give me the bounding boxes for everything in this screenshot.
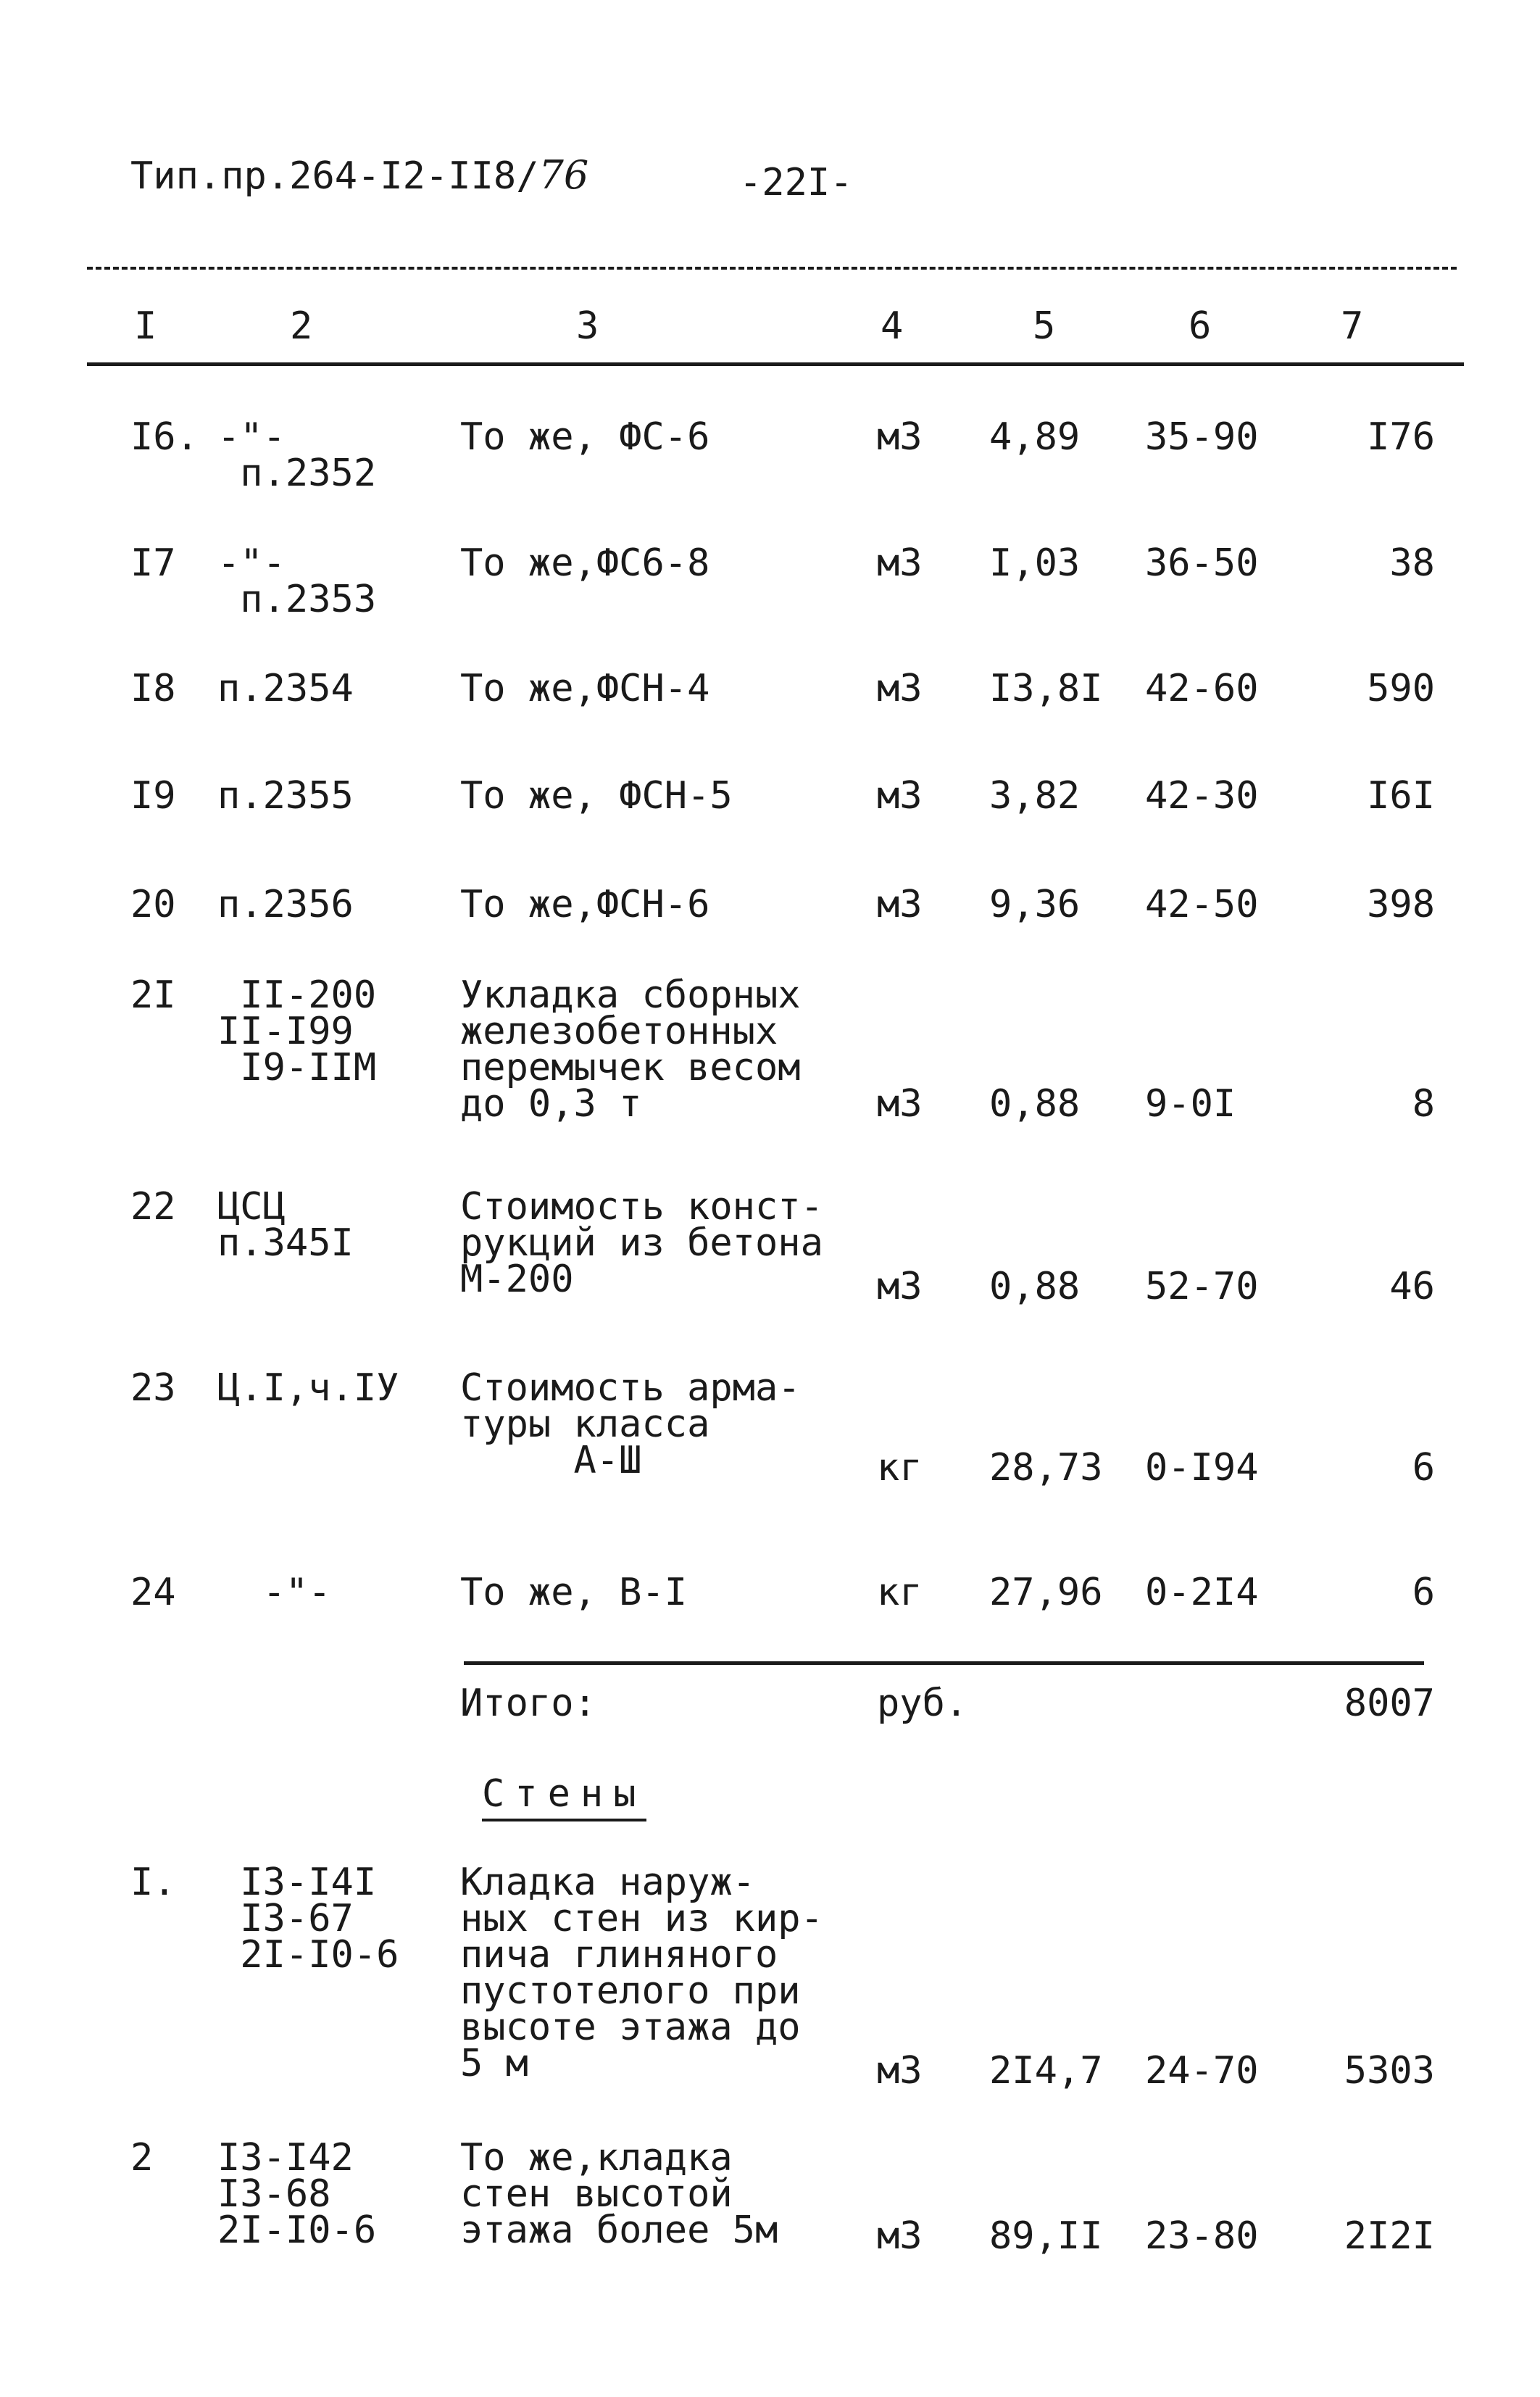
row-number: I. bbox=[130, 1861, 176, 1904]
row-unit: м3 bbox=[877, 1082, 923, 1126]
project-reference bbox=[130, 152, 588, 198]
row-total: 8 bbox=[1412, 1082, 1435, 1126]
row-unit-price: 36-50 bbox=[1145, 541, 1259, 585]
row-unit-price: 23-80 bbox=[1145, 2214, 1259, 2258]
row-quantity: 9,36 bbox=[989, 883, 1081, 926]
row-number: 20 bbox=[130, 883, 176, 926]
row-reference: -"- п.2353 bbox=[217, 541, 377, 621]
row-reference: -"- bbox=[217, 1571, 331, 1614]
row-quantity: 3,82 bbox=[989, 774, 1081, 818]
row-unit-price: 42-50 bbox=[1145, 883, 1259, 926]
row-quantity: 27,96 bbox=[989, 1571, 1103, 1614]
row-unit: кг bbox=[877, 1446, 923, 1490]
project-reference-text: Тип.пр.264-I2-II8/ bbox=[130, 154, 539, 198]
row-number: I6. bbox=[130, 415, 199, 459]
row-quantity: 89,II bbox=[989, 2214, 1103, 2258]
row-unit: м3 bbox=[877, 774, 923, 818]
column-number: I bbox=[134, 304, 157, 348]
row-description: То же,ФСН-6 bbox=[460, 883, 710, 926]
column-number: 2 bbox=[290, 304, 313, 348]
row-reference: п.2356 bbox=[217, 883, 354, 926]
row-unit-price: 0-I94 bbox=[1145, 1446, 1259, 1490]
row-description: То же,ФС6-8 bbox=[460, 541, 710, 585]
total-value: 8007 bbox=[1344, 1682, 1435, 1725]
row-number: 24 bbox=[130, 1571, 176, 1614]
column-number: 6 bbox=[1189, 304, 1212, 348]
row-unit-price: 24-70 bbox=[1145, 2049, 1259, 2093]
row-total: 398 bbox=[1367, 883, 1435, 926]
row-unit: м3 bbox=[877, 415, 923, 459]
row-unit-price: 42-60 bbox=[1145, 667, 1259, 710]
row-unit: кг bbox=[877, 1571, 923, 1614]
row-number: 2I bbox=[130, 973, 176, 1017]
row-description: То же,кладка стен высотой этажа более 5м bbox=[460, 2136, 778, 2252]
row-number: 23 bbox=[130, 1366, 176, 1410]
row-total: 2I2I bbox=[1344, 2214, 1435, 2258]
row-unit: м3 bbox=[877, 667, 923, 710]
column-number: 7 bbox=[1341, 304, 1364, 348]
row-quantity: 4,89 bbox=[989, 415, 1081, 459]
total-unit: руб. bbox=[877, 1682, 968, 1725]
total-rule bbox=[464, 1661, 1424, 1665]
row-reference: I3-I42 I3-68 2I-I0-6 bbox=[217, 2136, 377, 2252]
row-reference: п.2354 bbox=[217, 667, 354, 710]
header-top-rule bbox=[87, 267, 1457, 270]
row-description: То же,ФСН-4 bbox=[460, 667, 710, 710]
row-quantity: 2I4,7 bbox=[989, 2049, 1103, 2093]
row-number: I7 bbox=[130, 541, 176, 585]
row-quantity: 0,88 bbox=[989, 1082, 1081, 1126]
row-total: 590 bbox=[1367, 667, 1435, 710]
row-unit: м3 bbox=[877, 2049, 923, 2093]
row-number: I8 bbox=[130, 667, 176, 710]
row-reference: ЦСЦ п.345I bbox=[217, 1185, 354, 1265]
row-reference: Ц.I,ч.IУ bbox=[217, 1366, 399, 1410]
column-number: 4 bbox=[881, 304, 904, 348]
row-unit-price: 0-2I4 bbox=[1145, 1571, 1259, 1614]
row-unit-price: 35-90 bbox=[1145, 415, 1259, 459]
row-number: 2 bbox=[130, 2136, 154, 2180]
row-unit: м3 bbox=[877, 541, 923, 585]
row-unit: м3 bbox=[877, 2214, 923, 2258]
row-reference: -"- п.2352 bbox=[217, 415, 377, 495]
column-number: 5 bbox=[1033, 304, 1056, 348]
row-description: То же, ФСН-5 bbox=[460, 774, 733, 818]
row-description: То же, ФС-6 bbox=[460, 415, 710, 459]
row-description: Стоимость арма- туры класса А-Ш bbox=[460, 1366, 801, 1482]
row-description: То же, В-I bbox=[460, 1571, 688, 1614]
row-quantity: I,03 bbox=[989, 541, 1081, 585]
row-reference: II-200 II-I99 I9-IIM bbox=[217, 973, 377, 1089]
row-quantity: I3,8I bbox=[989, 667, 1103, 710]
row-description: Кладка наруж- ных стен из кир- пича глиняного пустотелого при высоте этажа до 5 м bbox=[460, 1861, 823, 2085]
handwritten-year: 76 bbox=[538, 152, 589, 198]
row-reference: п.2355 bbox=[217, 774, 354, 818]
row-description: Укладка сборных железобетонных перемычек весом до 0,3 т bbox=[460, 973, 801, 1126]
row-quantity: 28,73 bbox=[989, 1446, 1103, 1490]
row-unit-price: 9-0I bbox=[1145, 1082, 1236, 1126]
row-total: 5303 bbox=[1344, 2049, 1435, 2093]
row-unit: м3 bbox=[877, 883, 923, 926]
row-total: 6 bbox=[1412, 1446, 1435, 1490]
row-total: 38 bbox=[1389, 541, 1435, 585]
row-unit-price: 52-70 bbox=[1145, 1265, 1259, 1308]
row-unit: м3 bbox=[877, 1265, 923, 1308]
column-number: 3 bbox=[576, 304, 599, 348]
row-unit-price: 42-30 bbox=[1145, 774, 1259, 818]
row-total: 6 bbox=[1412, 1571, 1435, 1614]
section-title: Стены bbox=[482, 1772, 646, 1821]
page-number: -22I- bbox=[739, 161, 853, 204]
total-label: Итого: bbox=[460, 1682, 596, 1725]
row-description: Стоимость конст- рукций из бетона М-200 bbox=[460, 1185, 823, 1301]
row-reference: I3-I4I I3-67 2I-I0-6 bbox=[240, 1861, 399, 1977]
row-number: I9 bbox=[130, 774, 176, 818]
header-bottom-rule bbox=[87, 362, 1464, 366]
row-number: 22 bbox=[130, 1185, 176, 1229]
row-total: 46 bbox=[1389, 1265, 1435, 1308]
row-quantity: 0,88 bbox=[989, 1265, 1081, 1308]
row-total: I6I bbox=[1367, 774, 1435, 818]
row-total: I76 bbox=[1367, 415, 1435, 459]
